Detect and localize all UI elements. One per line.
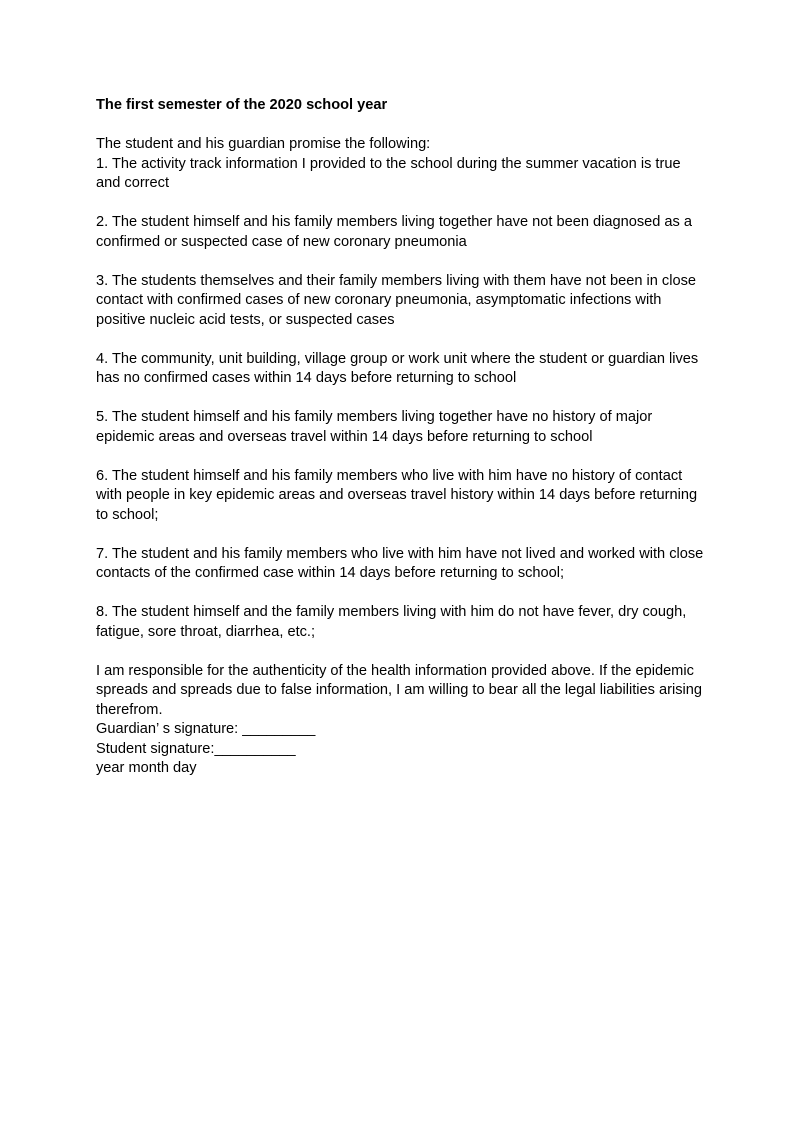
promise-item-6: 6. The student himself and his family members who live with him have no history of contact with people in key epidemic areas and overseas travel history within 14 days before returning to school; [96,467,698,523]
promise-item-1: 1. The activity track information I provided to the school during the summer vacation is true and correct [96,155,681,191]
promise-item-3: 3. The students themselves and their family members living with them have not been in close contact with confirmed cases of new coronary pneumonia, asymptomatic infections with positive nucleic acid tests, or suspected cases [96,272,696,328]
declaration-text: I am responsible for the authenticity of the health information provided above. If the epidemic spreads and spreads due to false information, I am willing to bear all the legal liabilities arising therefrom. [96,662,702,718]
guardian-signature-line: Guardian’ s signature: _________ [96,721,316,737]
promise-item-5: 5. The student himself and his family members living together have no history of major epidemic areas and overseas travel within 14 days before returning to school [96,409,653,445]
document-title: The first semester of the 2020 school year [96,97,388,113]
intro-text: The student and his guardian promise the following: [96,136,431,152]
promise-item-8: 8. The student himself and the family members living with him do not have fever, dry cough, fatigue, sore throat, diarrhea, etc.; [96,604,687,640]
date-line: year month day [96,760,197,776]
document-page [96,96,706,779]
promise-item-2: 2. The student himself and his family members living together have not been diagnosed as a confirmed or suspected case of new coronary pneumonia [96,214,692,250]
promise-item-7: 7. The student and his family members who live with him have not lived and worked with close contacts of the confirmed case within 14 days before returning to school; [96,545,704,581]
student-signature-line: Student signature:__________ [96,740,296,757]
promise-item-4: 4. The community, unit building, village group or work unit where the student or guardian lives has no confirmed cases within 14 days before returning to school [96,350,699,386]
